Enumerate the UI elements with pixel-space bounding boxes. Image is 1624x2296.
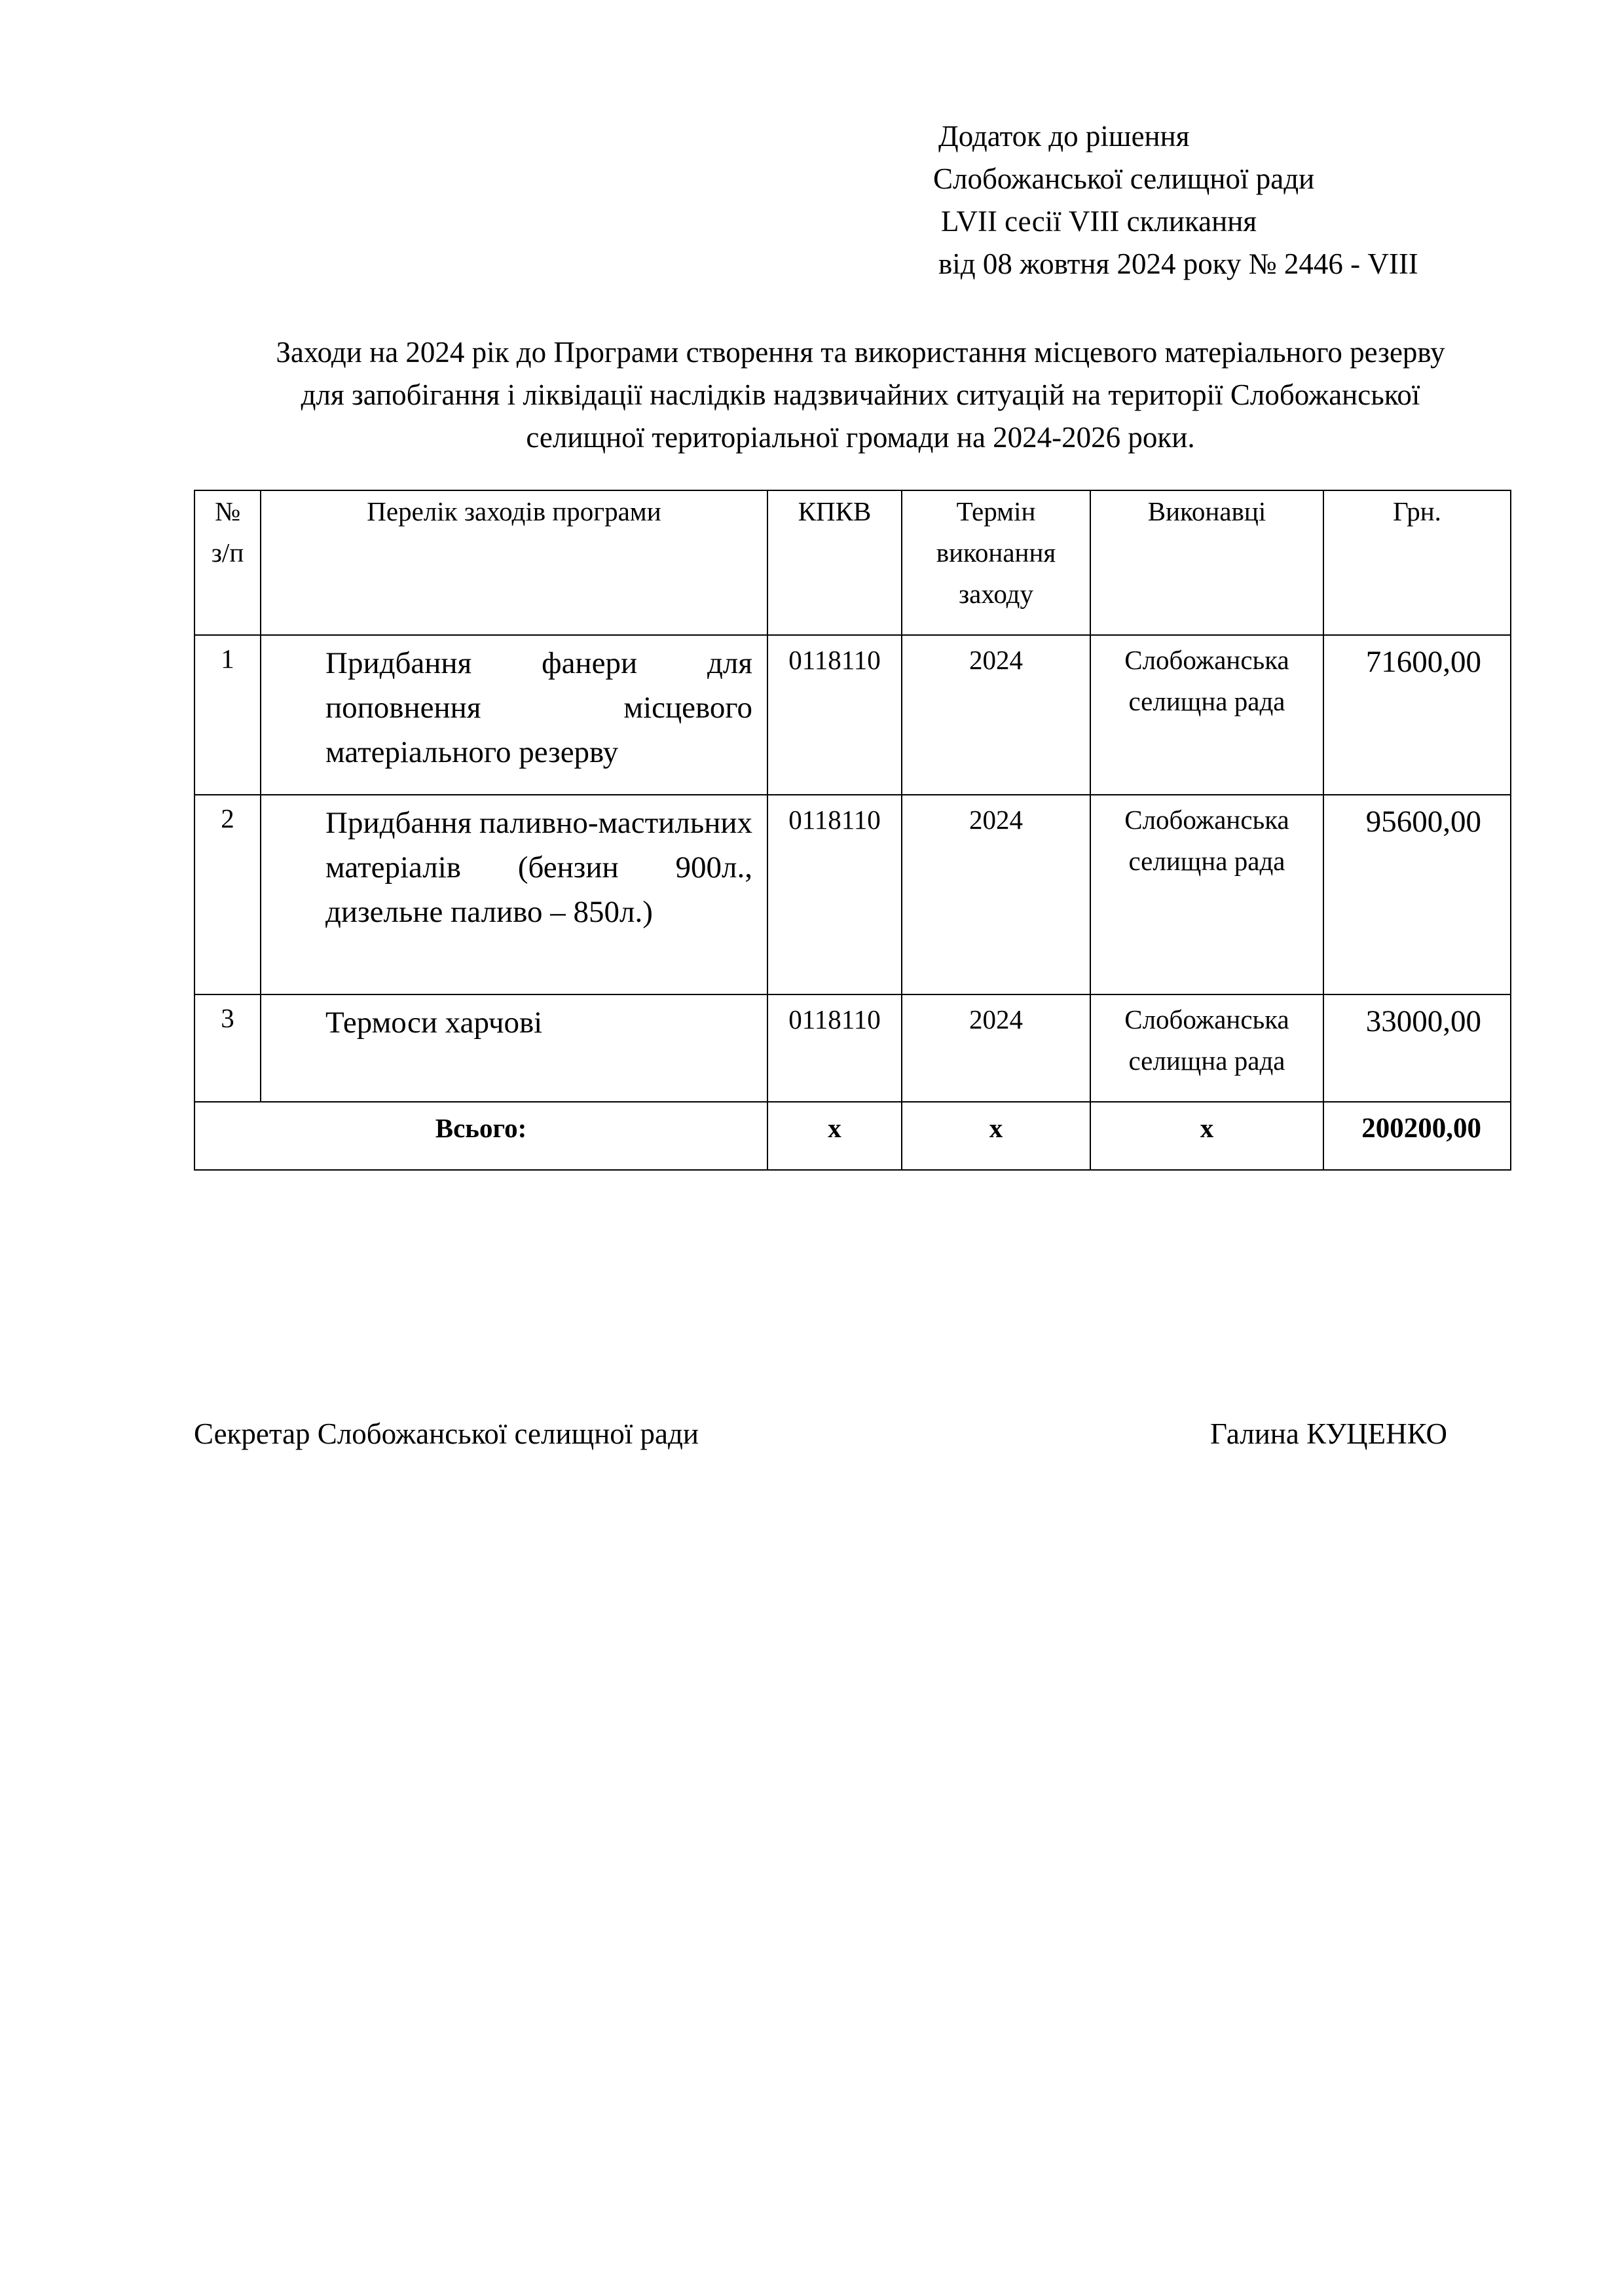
header-executor: Виконавці xyxy=(1090,490,1323,635)
row-sum: 95600,00 xyxy=(1323,795,1511,994)
total-code: х xyxy=(767,1102,902,1170)
row-code: 0118110 xyxy=(767,994,902,1102)
header-line-annex: Додаток до рішення xyxy=(938,120,1190,153)
row-term: 2024 xyxy=(902,795,1090,994)
row-num: 2 xyxy=(194,795,261,994)
table-header-row xyxy=(194,490,1511,635)
row-sum: 33000,00 xyxy=(1323,994,1511,1102)
title-line-3: селищної територіальної громади на 2024-2026 роки. xyxy=(526,421,1195,454)
table-row xyxy=(194,635,1511,795)
row-term: 2024 xyxy=(902,994,1090,1102)
row-name: Придбання фанери для поповнення місцевого матеріального резерву xyxy=(261,635,767,795)
header-term-line3: заходу xyxy=(958,579,1033,609)
table-row xyxy=(194,994,1511,1102)
header-block xyxy=(933,115,1522,285)
row-term: 2024 xyxy=(902,635,1090,795)
header-term-line1: Термін xyxy=(956,496,1036,526)
header-line-date: від 08 жовтня 2024 року № 2446 - VIII xyxy=(938,247,1418,280)
row-name: Термоси харчові xyxy=(261,994,767,1102)
header-sum: Грн. xyxy=(1323,490,1511,635)
title-line-1: Заходи на 2024 рік до Програми створення та використання місцевого матеріального резерву xyxy=(276,336,1445,369)
document-title xyxy=(194,331,1527,459)
row-executor-line2: селищна рада xyxy=(1128,686,1285,716)
row-num: 3 xyxy=(194,994,261,1102)
header-num xyxy=(194,490,261,635)
signature-position: Секретар Слобожанської селищної ради xyxy=(194,1417,699,1450)
row-executor xyxy=(1090,635,1323,795)
row-executor-line1: Слобожанська xyxy=(1124,805,1289,835)
program-measures-table xyxy=(194,490,1511,1171)
total-executor: х xyxy=(1090,1102,1323,1170)
header-num-line2: з/п xyxy=(211,538,244,568)
header-line-session: LVII сесії VIII скликання xyxy=(941,205,1257,238)
table-row xyxy=(194,795,1511,994)
header-term-line2: виконання xyxy=(936,538,1056,568)
row-name: Придбання паливно-мастильних матеріалів (бензин 900л., дизельне паливо – 850л.) xyxy=(261,795,767,994)
table-total-row xyxy=(194,1102,1511,1170)
total-term: х xyxy=(902,1102,1090,1170)
row-executor-line1: Слобожанська xyxy=(1124,1004,1289,1034)
row-executor xyxy=(1090,994,1323,1102)
title-line-2: для запобігання і ліквідації наслідків надзвичайних ситуацій на території Слобожанської xyxy=(301,378,1420,411)
row-executor-line1: Слобожанська xyxy=(1124,645,1289,675)
signature-name: Галина КУЦЕНКО xyxy=(1210,1417,1447,1450)
header-code: КПКВ xyxy=(767,490,902,635)
total-sum: 200200,00 xyxy=(1323,1102,1511,1170)
row-code: 0118110 xyxy=(767,795,902,994)
row-sum: 71600,00 xyxy=(1323,635,1511,795)
row-executor-line2: селищна рада xyxy=(1128,846,1285,876)
header-name: Перелік заходів програми xyxy=(261,490,767,635)
row-num: 1 xyxy=(194,635,261,795)
header-num-line1: № xyxy=(214,496,241,526)
row-code: 0118110 xyxy=(767,635,902,795)
row-executor-line2: селищна рада xyxy=(1128,1046,1285,1076)
header-line-council: Слобожанської селищної ради xyxy=(933,162,1315,195)
total-label: Всього: xyxy=(194,1102,767,1170)
row-executor xyxy=(1090,795,1323,994)
header-term xyxy=(902,490,1090,635)
